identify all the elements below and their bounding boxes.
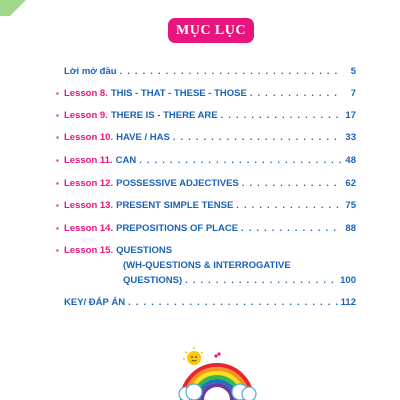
page-number: 75 — [345, 200, 356, 211]
bullet: ▪ — [56, 179, 59, 188]
toc-entry-lesson-15-line-3 — [123, 275, 356, 286]
corner-decoration — [0, 0, 26, 16]
leader-dots — [120, 66, 341, 77]
leader-dots — [173, 132, 341, 143]
bullet: ▪ — [56, 111, 59, 120]
page-number: 33 — [345, 132, 356, 143]
entry-title: PRESENT SIMPLE TENSE — [116, 200, 234, 211]
entry-title: PREPOSITIONS OF PLACE — [116, 223, 239, 234]
toc-entry-key[interactable] — [64, 297, 356, 308]
entry-title: CAN — [115, 155, 137, 166]
entry-title: Lời mở đầu — [64, 66, 117, 77]
leader-dots — [242, 178, 341, 189]
toc-entry-lesson-14[interactable] — [56, 223, 356, 234]
lesson-number: Lesson 12. — [64, 178, 114, 189]
entry-title-line-3: QUESTIONS) — [123, 275, 183, 286]
rainbow-illustration — [172, 346, 262, 400]
toc-entry-intro[interactable] — [64, 66, 356, 77]
entry-title: THIS - THAT - THESE - THOSE — [110, 88, 247, 99]
lesson-number: Lesson 11. — [64, 155, 113, 166]
page-number: 62 — [345, 178, 356, 189]
cloud-icon — [179, 384, 202, 400]
toc-entry-lesson-11[interactable] — [56, 155, 356, 166]
lesson-number: Lesson 14. — [64, 223, 114, 234]
leader-dots — [139, 155, 341, 166]
leader-dots — [250, 88, 341, 99]
lesson-number: Lesson 10. — [64, 132, 114, 143]
page-number: 88 — [345, 223, 356, 234]
entry-title: THERE IS - THERE ARE — [110, 110, 218, 121]
bullet: ▪ — [56, 246, 59, 255]
leader-dots — [236, 200, 341, 211]
lesson-number: Lesson 8. — [64, 88, 108, 99]
bullet: ▪ — [56, 201, 59, 210]
page-number: 100 — [340, 275, 356, 286]
toc-entry-lesson-8[interactable] — [56, 88, 356, 99]
page-title: MỤC LỤC — [168, 18, 254, 43]
bullet: ▪ — [56, 156, 59, 165]
page-number: 112 — [340, 297, 356, 308]
leader-dots — [128, 297, 338, 308]
toc-entry-lesson-15-line-2 — [123, 260, 356, 271]
leader-dots — [185, 275, 337, 286]
sun-icon — [183, 347, 203, 365]
entry-title: KEY/ ĐÁP ÁN — [64, 297, 126, 308]
page-number: 17 — [345, 110, 356, 121]
entry-title-line-2: (WH-QUESTIONS & INTERROGATIVE — [123, 260, 291, 271]
toc-entry-lesson-12[interactable] — [56, 178, 356, 189]
bullet: ▪ — [56, 89, 59, 98]
bullet: ▪ — [56, 133, 59, 142]
page-number: 7 — [350, 88, 356, 99]
page-number: 5 — [350, 66, 356, 77]
entry-title-line-1: QUESTIONS — [116, 245, 173, 256]
leader-dots — [221, 110, 341, 121]
entry-title: HAVE / HAS — [116, 132, 170, 143]
bullet: ▪ — [56, 224, 59, 233]
page-number: 48 — [345, 155, 356, 166]
toc-entry-lesson-15[interactable] — [56, 245, 356, 256]
lesson-number: Lesson 15. — [64, 245, 114, 256]
cloud-icon — [232, 384, 256, 400]
entry-title: POSSESSIVE ADJECTIVES — [116, 178, 239, 189]
toc-entry-lesson-13[interactable] — [56, 200, 356, 211]
toc-entry-lesson-10[interactable] — [56, 132, 356, 143]
toc-entry-lesson-9[interactable] — [56, 110, 356, 121]
leader-dots — [241, 223, 341, 234]
lesson-number: Lesson 13. — [64, 200, 114, 211]
lesson-number: Lesson 9. — [64, 110, 108, 121]
